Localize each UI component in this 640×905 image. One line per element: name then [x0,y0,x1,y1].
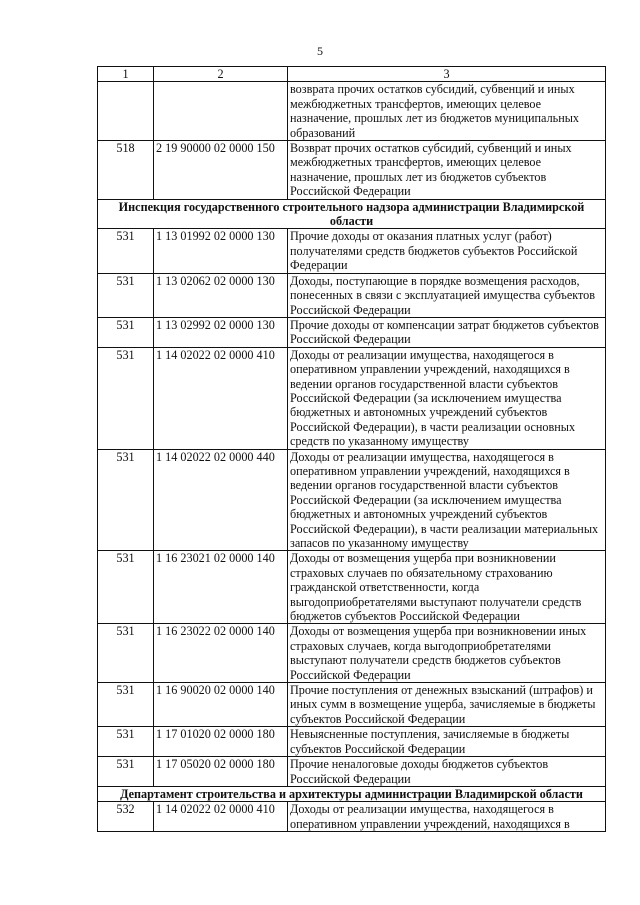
budget-code-cell: 1 16 23022 02 0000 140 [154,624,288,683]
admin-code-cell: 531 [98,273,154,317]
budget-code-cell: 1 13 01992 02 0000 130 [154,229,288,273]
table-row [98,229,606,273]
section-title: Инспекция государственного строительного надзора администрации Владимирской области [98,199,606,229]
budget-code-cell: 1 13 02992 02 0000 130 [154,317,288,347]
table-row [98,802,606,832]
revenue-description-cell: Прочие доходы от компенсации затрат бюджетов субъектов Российской Федерации [288,317,606,347]
table-header-row [98,67,606,82]
revenue-description-cell: Доходы, поступающие в порядке возмещения расходов, понесенных в связи с эксплуатацией имущества субъектов Российской Федерации [288,273,606,317]
admin-code-cell: 531 [98,347,154,449]
revenue-description-cell: Доходы от реализации имущества, находящегося в оперативном управлении учреждений, находящихся в ведении органов государственной власти субъектов Российской Федерации (за исключением имущества бюджетных и автономных учреждений субъектов Российской Федерации), в части реализации материальных запасов по указанному имуществу [288,449,606,551]
admin-code-cell: 531 [98,727,154,757]
revenue-description-cell: Невыясненные поступления, зачисляемые в бюджеты субъектов Российской Федерации [288,727,606,757]
admin-code-cell: 531 [98,624,154,683]
revenue-description-cell: Возврат прочих остатков субсидий, субвенций и иных межбюджетных трансфертов, имеющих целевое назначение, прошлых лет из бюджетов субъектов Российской Федерации [288,141,606,200]
budget-code-cell [154,82,288,141]
admin-code-cell: 531 [98,449,154,551]
budget-code-cell: 1 14 02022 02 0000 410 [154,347,288,449]
section-header-row [98,199,606,229]
admin-code-cell: 531 [98,551,154,624]
admin-code-cell: 518 [98,141,154,200]
revenue-description-cell: Доходы от возмещения ущерба при возникновении иных страховых случаев, когда выгодоприобретателями выступают получатели средств бюджетов субъектов Российской Федерации [288,624,606,683]
budget-code-cell: 1 16 23021 02 0000 140 [154,551,288,624]
column-header-1: 1 [98,67,154,82]
table-row [98,347,606,449]
table-row [98,757,606,787]
revenue-classification-table [97,66,606,832]
section-header-row [98,786,606,801]
admin-code-cell: 531 [98,229,154,273]
admin-code-cell: 531 [98,683,154,727]
revenue-description-cell: Доходы от реализации имущества, находящегося в оперативном управлении учреждений, находящихся в [288,802,606,832]
budget-code-cell: 1 14 02022 02 0000 410 [154,802,288,832]
revenue-description-cell: Прочие доходы от оказания платных услуг (работ) получателями средств бюджетов субъектов Российской Федерации [288,229,606,273]
revenue-description-cell: Доходы от возмещения ущерба при возникновении страховых случаев по обязательному страхованию гражданской ответственности, когда выгодоприобретателями выступают получатели средств бюджетов субъектов Российской Федерации [288,551,606,624]
table-row [98,82,606,141]
budget-code-cell: 2 19 90000 02 0000 150 [154,141,288,200]
table-row [98,683,606,727]
table-row [98,141,606,200]
admin-code-cell: 531 [98,757,154,787]
column-header-3: 3 [288,67,606,82]
section-title: Департамент строительства и архитектуры администрации Владимирской области [98,786,606,801]
revenue-description-cell: Прочие неналоговые доходы бюджетов субъектов Российской Федерации [288,757,606,787]
table-row [98,317,606,347]
table-body [98,82,606,832]
admin-code-cell [98,82,154,141]
budget-code-cell: 1 17 05020 02 0000 180 [154,757,288,787]
revenue-description-cell: Прочие поступления от денежных взысканий (штрафов) и иных сумм в возмещение ущерба, зачисляемые в бюджеты субъектов Российской Федерации [288,683,606,727]
table-row [98,551,606,624]
budget-code-cell: 1 17 01020 02 0000 180 [154,727,288,757]
budget-code-cell: 1 16 90020 02 0000 140 [154,683,288,727]
column-header-2: 2 [154,67,288,82]
revenue-description-cell: возврата прочих остатков субсидий, субвенций и иных межбюджетных трансфертов, имеющих целевое назначение, прошлых лет из бюджетов муниципальных образований [288,82,606,141]
admin-code-cell: 531 [98,317,154,347]
page-number: 5 [317,44,323,58]
table-row [98,727,606,757]
budget-code-cell: 1 13 02062 02 0000 130 [154,273,288,317]
budget-code-cell: 1 14 02022 02 0000 440 [154,449,288,551]
table-row [98,449,606,551]
revenue-description-cell: Доходы от реализации имущества, находящегося в оперативном управлении учреждений, находящихся в ведении органов государственной власти субъектов Российской Федерации (за исключением имущества бюджетных и автономных учреждений субъектов Российской Федерации), в части реализации основных средств по указанному имуществу [288,347,606,449]
table-row [98,624,606,683]
admin-code-cell: 532 [98,802,154,832]
table-row [98,273,606,317]
